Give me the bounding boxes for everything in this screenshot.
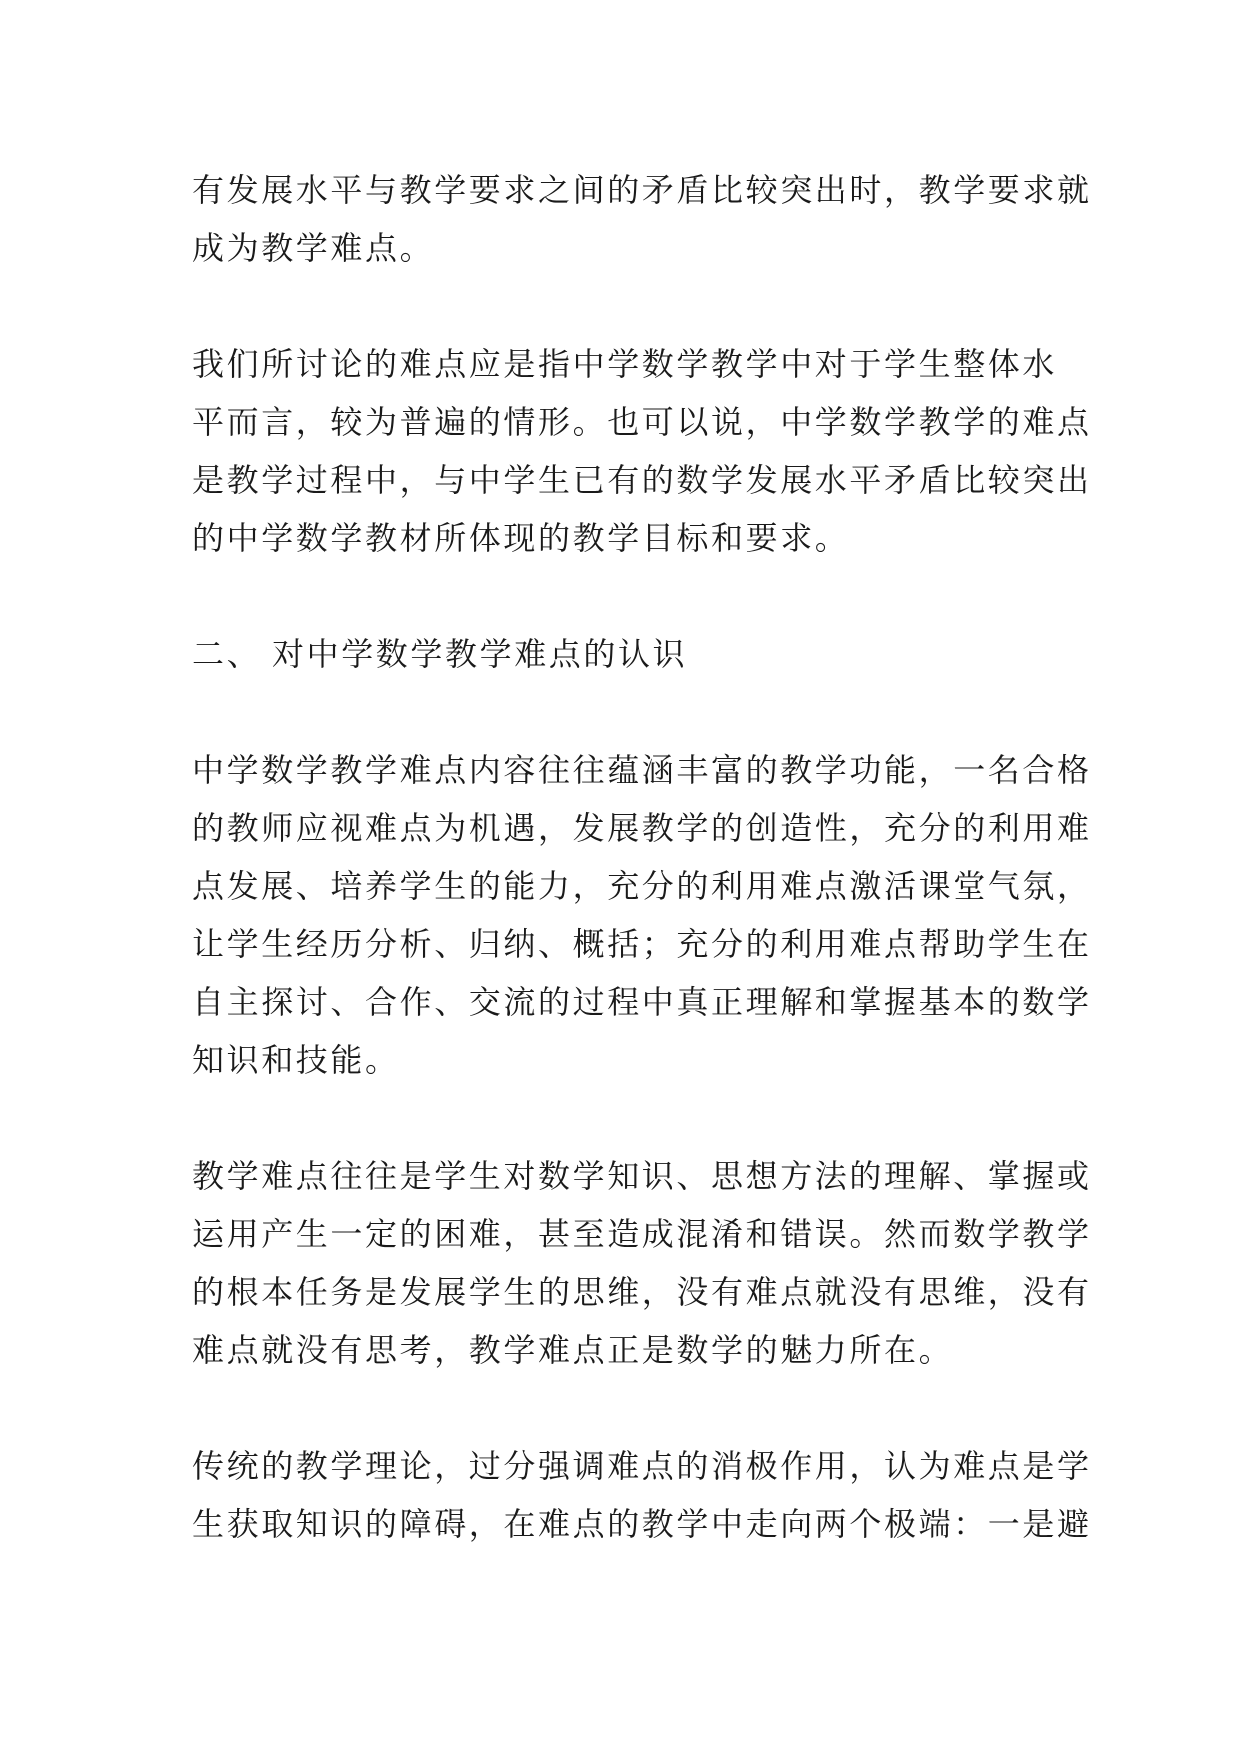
paragraph	[192, 1437, 1092, 1553]
paragraph	[192, 335, 1092, 567]
paragraph	[192, 1147, 1092, 1379]
text-line: 传统的教学理论，过分强调难点的消极作用，认为难点是学	[192, 1447, 1092, 1485]
text-line: 有发展水平与教学要求之间的矛盾比较突出时，教学要求就	[192, 171, 1092, 209]
text-line: 教学难点往往是学生对数学知识、思想方法的理解、掌握或	[192, 1157, 1092, 1195]
text-line: 的根本任务是发展学生的思维，没有难点就没有思维，没有	[192, 1273, 1092, 1311]
section-title: 对中学数学教学难点的认识	[272, 635, 688, 673]
text-line: 让学生经历分析、归纳、概括；充分的利用难点帮助学生在	[192, 925, 1092, 963]
text-line: 中学数学教学难点内容往往蕴涵丰富的教学功能，一名合格	[192, 751, 1092, 789]
text-line: 难点就没有思考，教学难点正是数学的魅力所在。	[192, 1331, 954, 1369]
paragraph	[192, 161, 1092, 277]
text-line: 是教学过程中，与中学生已有的数学发展水平矛盾比较突出	[192, 461, 1092, 499]
text-line: 生获取知识的障碍，在难点的教学中走向两个极端：一是避	[192, 1505, 1092, 1543]
text-line: 自主探讨、合作、交流的过程中真正理解和掌握基本的数学	[192, 983, 1092, 1021]
text-line: 的教师应视难点为机遇，发展教学的创造性，充分的利用难	[192, 809, 1092, 847]
text-line: 平而言，较为普遍的情形。也可以说，中学数学教学的难点	[192, 403, 1092, 441]
text-line: 我们所讨论的难点应是指中学数学教学中对于学生整体水	[192, 345, 1058, 383]
paragraph	[192, 741, 1092, 1089]
text-line: 成为教学难点。	[192, 229, 435, 267]
text-line: 的中学数学教材所体现的教学目标和要求。	[192, 519, 850, 557]
text-line: 点发展、培养学生的能力，充分的利用难点激活课堂气氛，	[192, 867, 1092, 905]
document-body	[192, 161, 1092, 1611]
text-line: 运用产生一定的困难，甚至造成混淆和错误。然而数学教学	[192, 1215, 1092, 1253]
text-line: 知识和技能。	[192, 1041, 400, 1079]
section-heading	[192, 625, 1072, 683]
section-number: 二、	[192, 635, 262, 673]
